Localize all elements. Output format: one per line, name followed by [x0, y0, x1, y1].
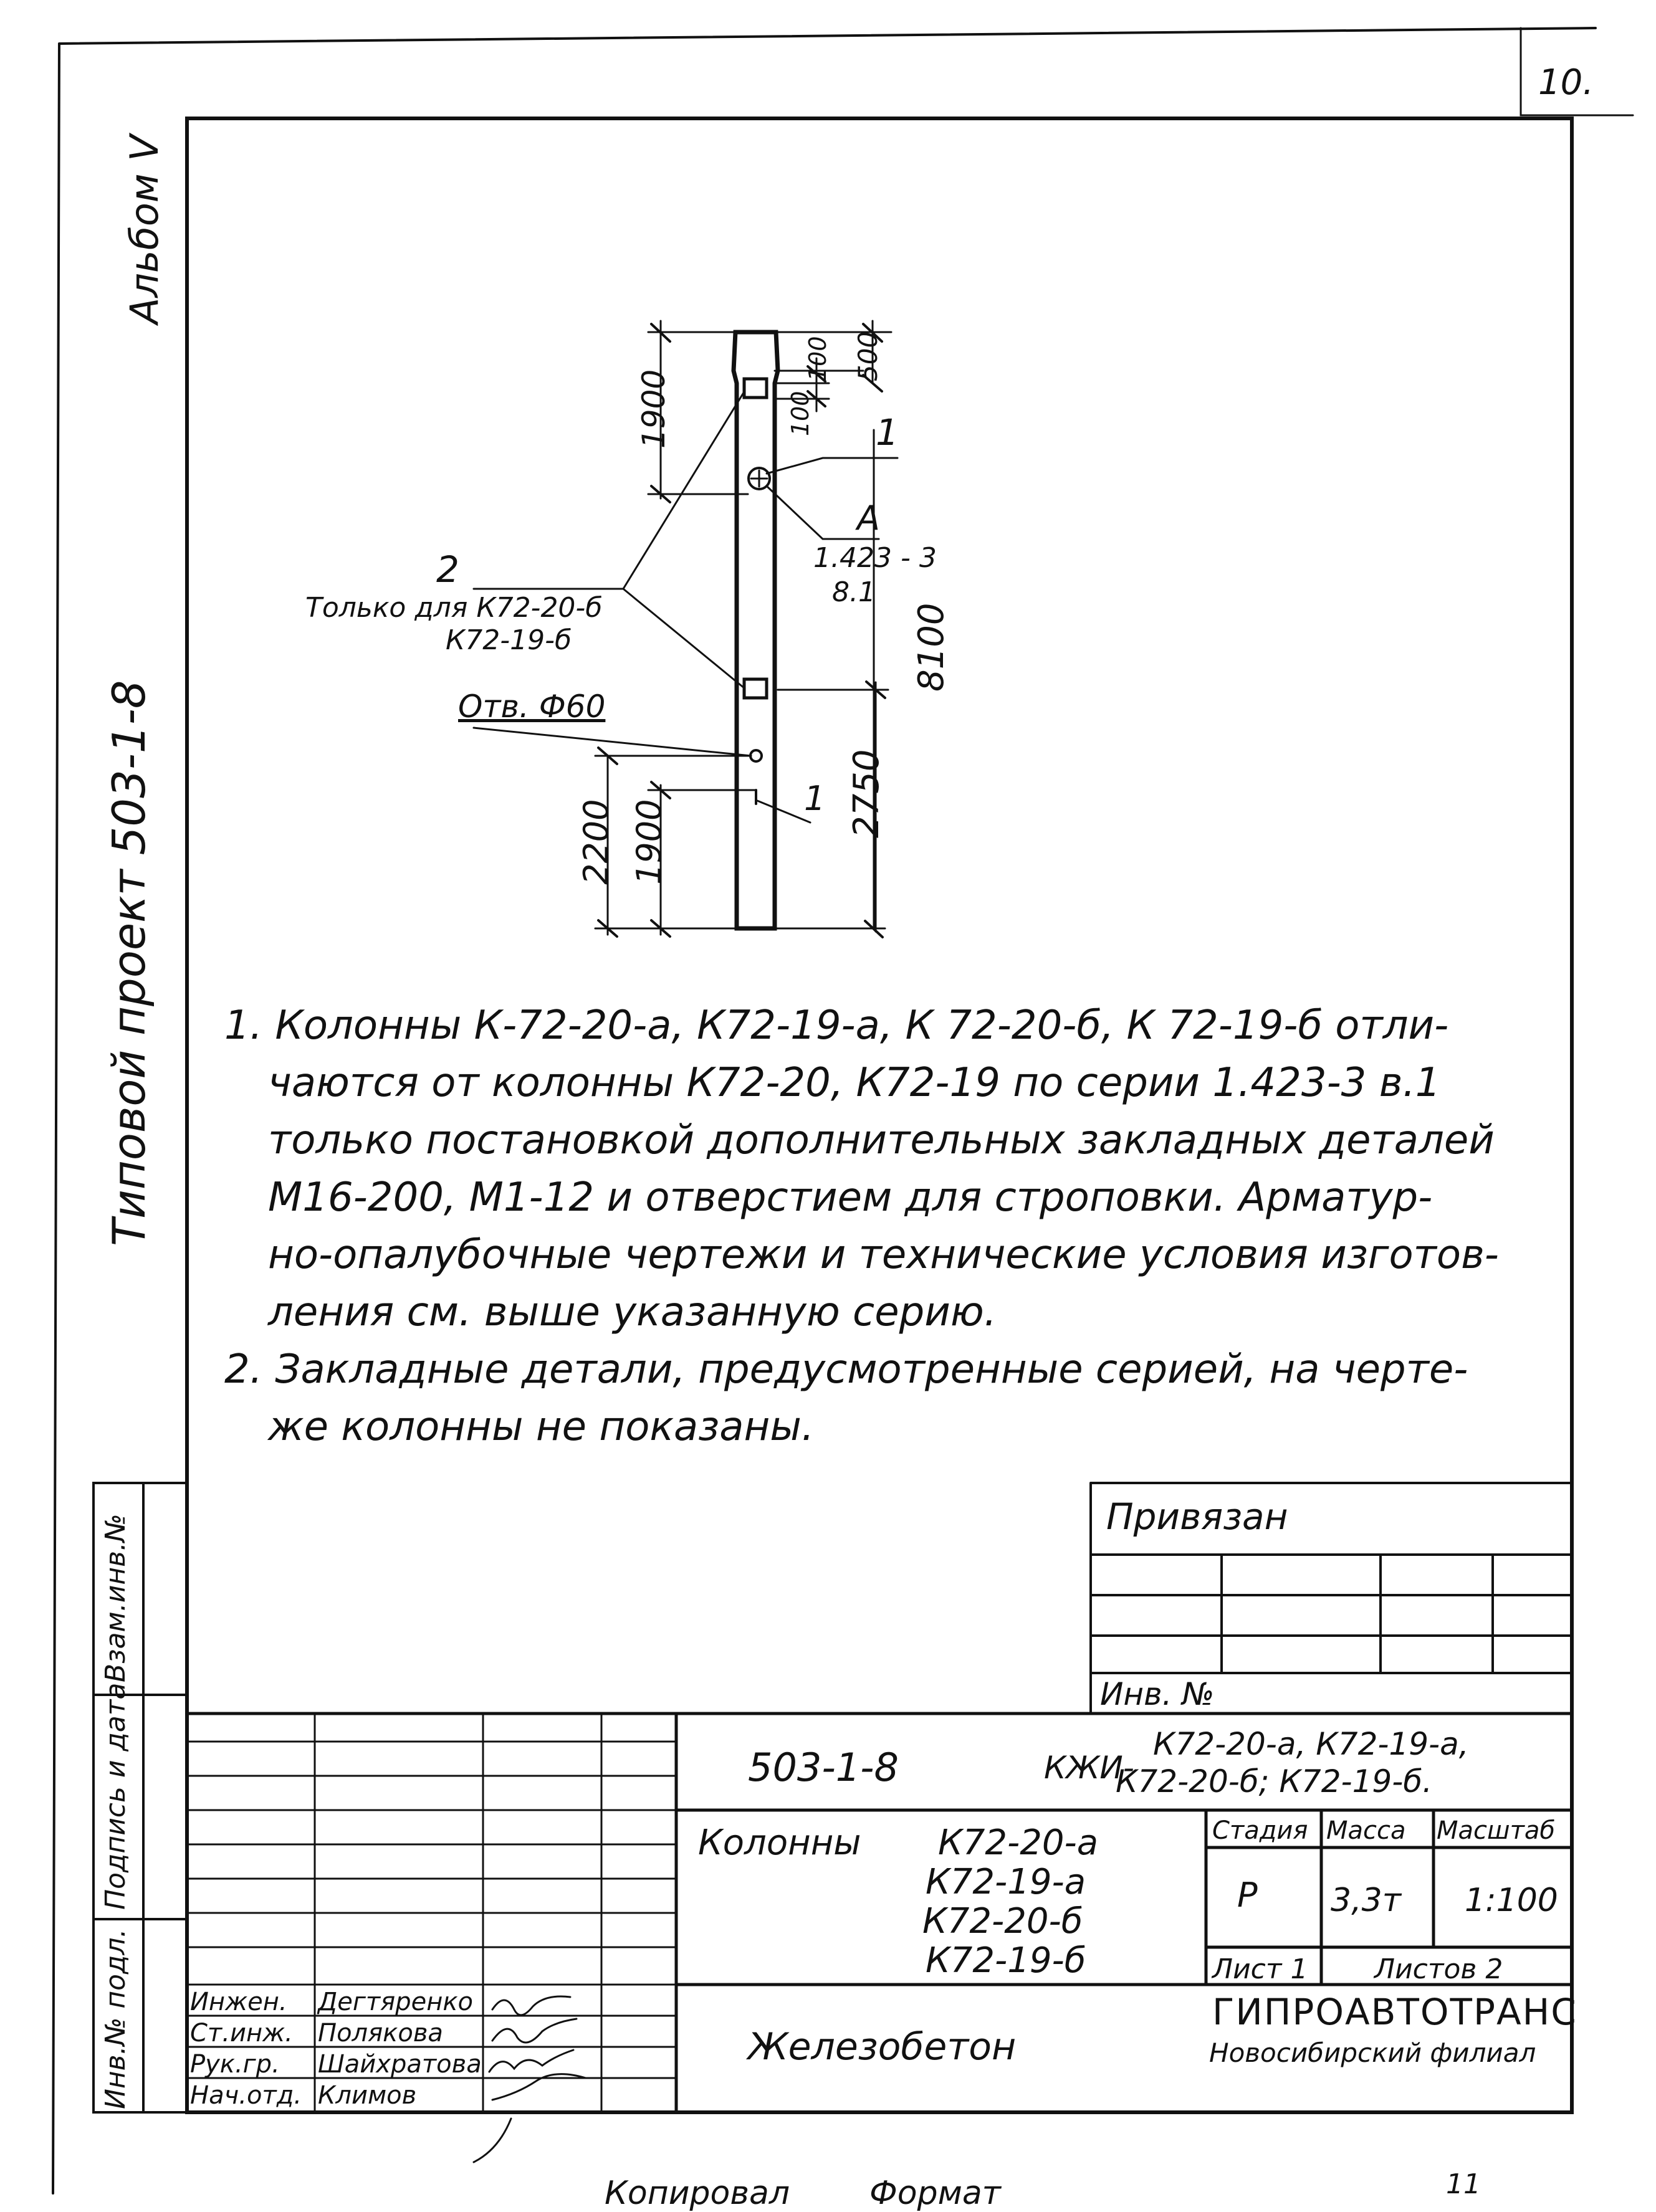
callout-item2-line1: Только для К72-20-б — [305, 592, 603, 624]
stamp-label-inventory: Инв.№ подл. — [100, 1928, 132, 2109]
name-senior-engineer: Полякова — [318, 2019, 443, 2048]
element-name: Колонны — [698, 1823, 861, 1863]
dim-label-1900-bottom: 1900 — [629, 799, 669, 885]
footer-right: 11 — [1446, 2168, 1481, 2200]
material: Железобетон — [748, 2025, 1017, 2069]
sheet-count: Листов 2 — [1374, 1953, 1503, 1985]
dim-2200 — [595, 756, 751, 935]
note-line: 1. Колонны К-72-20-а, К72-19-а, К 72-20-б, К 72-19-б отли- — [224, 1003, 1449, 1049]
callout-hole: Отв. Ф60 — [458, 689, 606, 725]
callout-item2-number: 2 — [436, 548, 459, 591]
note-line: только постановкой дополнительных закладных деталей — [268, 1117, 1495, 1163]
name-group-head: Шайхратова — [318, 2050, 482, 2079]
callout-item2-line2: К72-19-б — [446, 624, 572, 656]
dim-label-8100: 8100 — [911, 603, 952, 692]
embedded-plate-mid — [744, 679, 767, 698]
page-number: 10. — [1538, 62, 1594, 103]
role-engineer: Инжен. — [190, 1988, 287, 2016]
mark-1: К72-20-а — [938, 1823, 1099, 1863]
note-line: же колонны не показаны. — [268, 1404, 815, 1450]
dim-label-500: 500 — [853, 331, 883, 381]
role-group-head: Рук.гр. — [190, 2050, 280, 2079]
mark-4: К72-19-б — [926, 1940, 1086, 1981]
dim-label-100b: 100 — [787, 391, 814, 436]
dim-label-2200: 2200 — [577, 799, 616, 885]
sheet-number: Лист 1 — [1212, 1953, 1308, 1985]
role-dept-head: Нач.отд. — [190, 2081, 302, 2110]
mark-3: К72-20-б — [922, 1901, 1083, 1942]
footer-copied: Копировал — [605, 2175, 790, 2212]
note-line: ления см. выше указанную серию. — [268, 1289, 997, 1335]
project-code: 503-1-8 — [748, 1745, 899, 1790]
project-label: Типовой проект 503-1-8 — [103, 680, 155, 1246]
stamp-label-replaced: Взам.инв.№ — [100, 1514, 132, 1682]
leader-item1-top — [767, 458, 897, 474]
signature-4 — [474, 2074, 586, 2162]
scale-value: 1:100 — [1465, 1882, 1558, 1919]
callout-node-series: 1.423 - 3 — [813, 542, 937, 574]
signature-1 — [492, 1996, 570, 2015]
stage-value: Р — [1237, 1876, 1258, 1915]
embedded-plate-top — [744, 379, 767, 398]
mark-2: К72-19-а — [926, 1862, 1086, 1902]
album-label: Альбом V — [122, 135, 167, 324]
binding-inv: Инв. № — [1100, 1676, 1215, 1712]
callout-node-letter: A — [857, 498, 880, 538]
kzhi-prefix: КЖИ- — [1044, 1750, 1134, 1786]
dim-label-2750: 2750 — [846, 749, 887, 838]
leader-item1-bottom — [757, 801, 810, 822]
callout-node-sheet: 8.1 — [832, 576, 876, 608]
note-line: М16-200, М1-12 и отверстием для строповки. Арматур- — [268, 1175, 1433, 1221]
stamp-label-signature: Подпись и дата — [100, 1682, 132, 1910]
scale-label: Масштаб — [1437, 1816, 1556, 1845]
kzhi-line1: К72-20-а, К72-19-а, — [1153, 1726, 1469, 1762]
mass-label: Масса — [1326, 1816, 1406, 1845]
signature-3 — [489, 2050, 573, 2072]
dim-label-1900-top: 1900 — [636, 369, 672, 449]
signature-2 — [492, 2019, 577, 2043]
name-engineer: Дегтяренко — [318, 1988, 474, 2016]
callout-item1-top: 1 — [876, 411, 899, 454]
leader-hole — [474, 728, 751, 756]
hole-circle — [750, 750, 762, 761]
mass-value: 3,3т — [1331, 1882, 1401, 1919]
general-notes — [224, 997, 1546, 1456]
organization-branch: Новосибирский филиал — [1209, 2038, 1536, 2068]
callout-item1-bottom: 1 — [804, 779, 826, 818]
note-line: чаются от колонны К72-20, К72-19 по серии 1.423-3 в.1 — [268, 1060, 1441, 1106]
footer-format: Формат — [869, 2175, 1001, 2212]
column-outline — [734, 332, 778, 928]
note-line: 2. Закладные детали, предусмотренные серией, на черте- — [224, 1347, 1468, 1393]
note-line: но-опалубочные чертежи и технические условия изготов- — [268, 1232, 1499, 1278]
dim-label-100a: 100 — [804, 336, 831, 381]
role-senior-engineer: Ст.инж. — [190, 2019, 293, 2048]
binding-title: Привязан — [1106, 1495, 1288, 1538]
organization: ГИПРОАВТОТРАНС — [1212, 1991, 1577, 2033]
name-dept-head: Климов — [318, 2081, 417, 2110]
kzhi-line2: К72-20-б; К72-19-б. — [1116, 1763, 1432, 1800]
stage-label: Стадия — [1212, 1816, 1308, 1845]
